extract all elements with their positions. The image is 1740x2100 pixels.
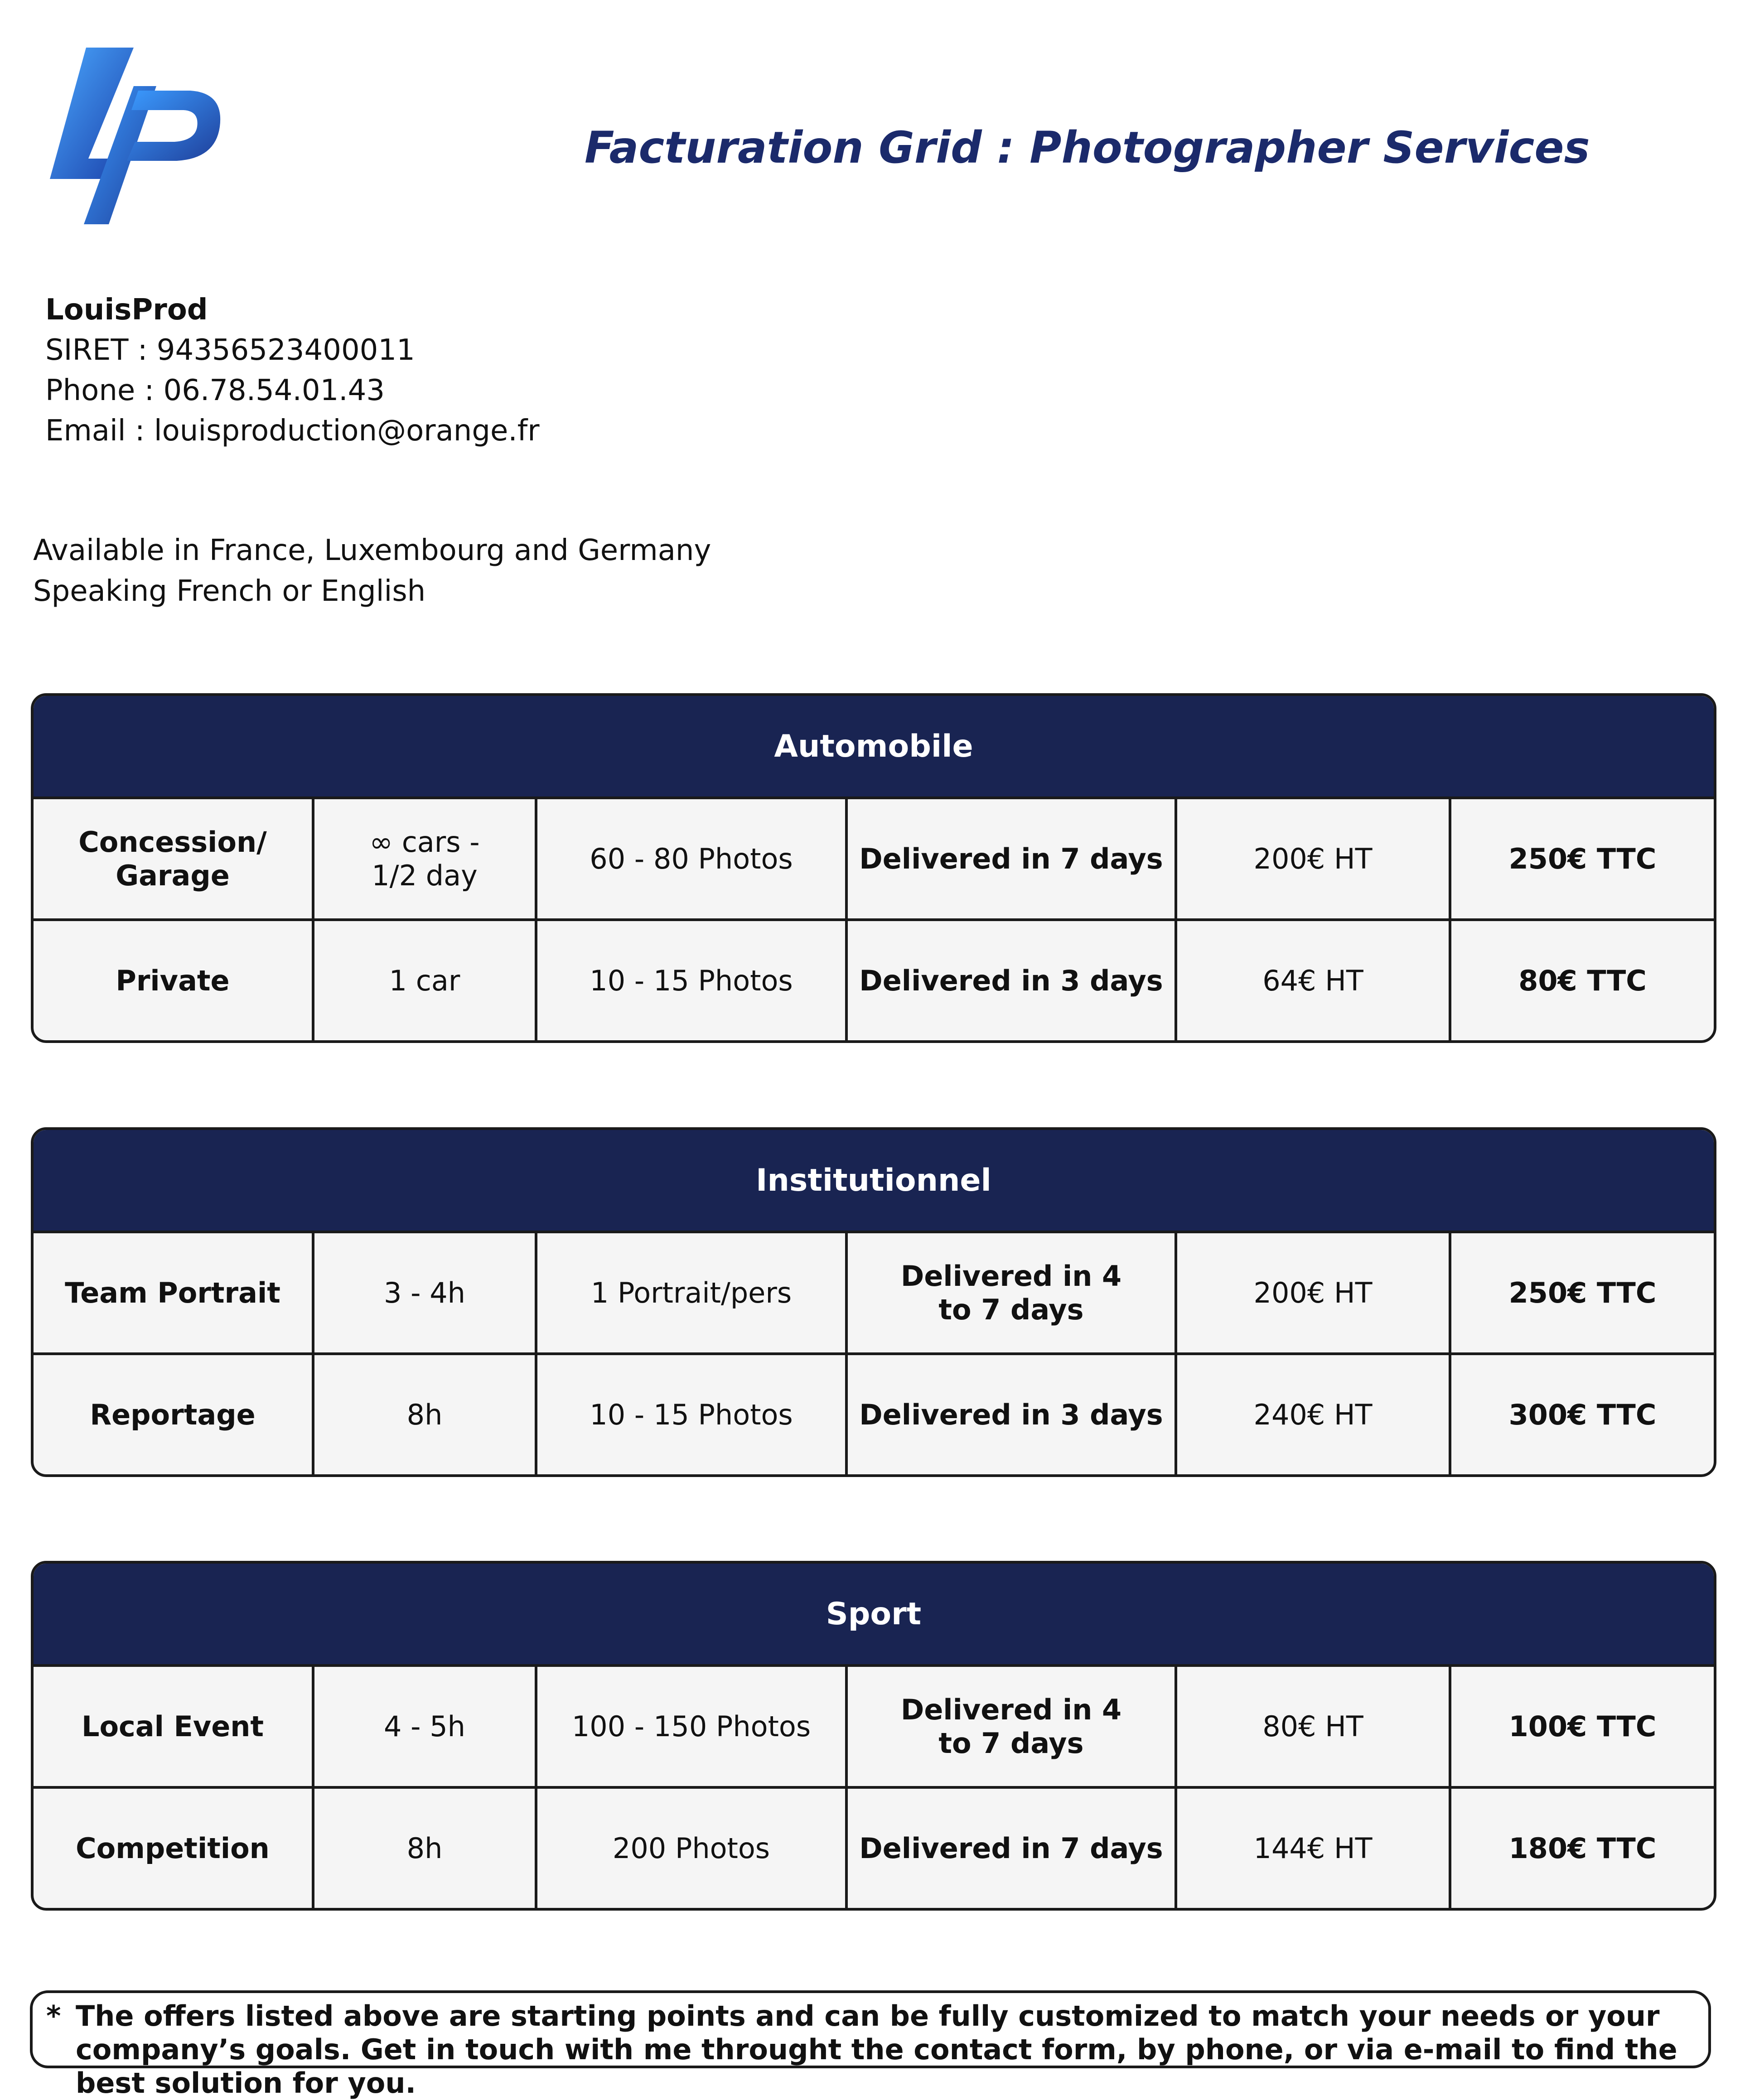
service-category: Concession/ Garage bbox=[34, 799, 314, 918]
price-ht: 144€ HT bbox=[1177, 1789, 1451, 1908]
price-ttc: 80€ TTC bbox=[1518, 964, 1647, 997]
price-ht: 80€ HT bbox=[1177, 1667, 1451, 1786]
price-ttc: 300€ TTC bbox=[1508, 1398, 1657, 1431]
service-photos: 200 Photos bbox=[537, 1789, 848, 1908]
service-quantity: 4 - 5h bbox=[314, 1667, 537, 1786]
availability-languages: Speaking French or English bbox=[33, 574, 426, 608]
table-row bbox=[34, 799, 1714, 921]
table-row bbox=[34, 1789, 1714, 1908]
section-title: Automobile bbox=[34, 696, 1714, 799]
table-row bbox=[34, 921, 1714, 1040]
section-title: Sport bbox=[34, 1564, 1714, 1667]
service-delivery: Delivered in 3 days bbox=[848, 921, 1177, 1040]
company-info bbox=[45, 290, 540, 451]
service-delivery: Delivered in 7 days bbox=[848, 799, 1177, 918]
service-quantity: ∞ cars - 1/2 day bbox=[314, 799, 537, 918]
availability-info bbox=[33, 530, 711, 612]
service-photos: 10 - 15 Photos bbox=[537, 921, 848, 1040]
company-email: Email : louisproduction@orange.fr bbox=[45, 414, 540, 448]
service-photos: 1 Portrait/pers bbox=[537, 1233, 848, 1352]
service-delivery: Delivered in 3 days bbox=[848, 1355, 1177, 1474]
company-siret: SIRET : 94356523400011 bbox=[45, 333, 415, 367]
section-sport bbox=[31, 1561, 1716, 1911]
price-ttc: 180€ TTC bbox=[1508, 1831, 1657, 1865]
service-quantity: 8h bbox=[314, 1355, 537, 1474]
service-category: Team Portrait bbox=[34, 1233, 314, 1352]
table-row bbox=[34, 1355, 1714, 1474]
service-category: Private bbox=[34, 921, 314, 1040]
price-ht: 64€ HT bbox=[1177, 921, 1451, 1040]
price-ht: 200€ HT bbox=[1177, 1233, 1451, 1352]
price-ht: 200€ HT bbox=[1177, 799, 1451, 918]
service-photos: 10 - 15 Photos bbox=[537, 1355, 848, 1474]
service-category: Competition bbox=[34, 1789, 314, 1908]
footnote-text: The offers listed above are starting points and can be fully customized to match your needs or your company’s goals. Get in touch with me throught the contact form, by phone, or via e-mail to find the best solution for you. bbox=[76, 1999, 1677, 2100]
service-delivery: Delivered in 7 days bbox=[848, 1789, 1177, 1908]
section-automobile bbox=[31, 693, 1716, 1043]
price-ttc: 100€ TTC bbox=[1508, 1709, 1657, 1743]
footnote-marker: * bbox=[46, 1999, 61, 2032]
section-institutionnel bbox=[31, 1127, 1716, 1477]
price-ttc: 250€ TTC bbox=[1508, 842, 1657, 875]
lp-logo-icon bbox=[45, 43, 227, 229]
service-quantity: 3 - 4h bbox=[314, 1233, 537, 1352]
service-quantity: 8h bbox=[314, 1789, 537, 1908]
section-title: Institutionnel bbox=[34, 1130, 1714, 1233]
company-name: LouisProd bbox=[45, 293, 208, 327]
service-delivery: Delivered in 4 to 7 days bbox=[848, 1233, 1177, 1352]
price-ttc: 250€ TTC bbox=[1508, 1276, 1657, 1309]
availability-countries: Available in France, Luxembourg and Germany bbox=[33, 534, 711, 567]
page-title: Facturation Grid : Photographer Services bbox=[585, 122, 1590, 173]
price-ht: 240€ HT bbox=[1177, 1355, 1451, 1474]
footnote-box bbox=[30, 1990, 1711, 2100]
service-photos: 60 - 80 Photos bbox=[537, 799, 848, 918]
service-category: Local Event bbox=[34, 1667, 314, 1786]
service-photos: 100 - 150 Photos bbox=[537, 1667, 848, 1786]
service-quantity: 1 car bbox=[314, 921, 537, 1040]
table-row bbox=[34, 1667, 1714, 1789]
table-row bbox=[34, 1233, 1714, 1355]
company-phone: Phone : 06.78.54.01.43 bbox=[45, 374, 385, 407]
service-category: Reportage bbox=[34, 1355, 314, 1474]
service-delivery: Delivered in 4 to 7 days bbox=[848, 1667, 1177, 1786]
